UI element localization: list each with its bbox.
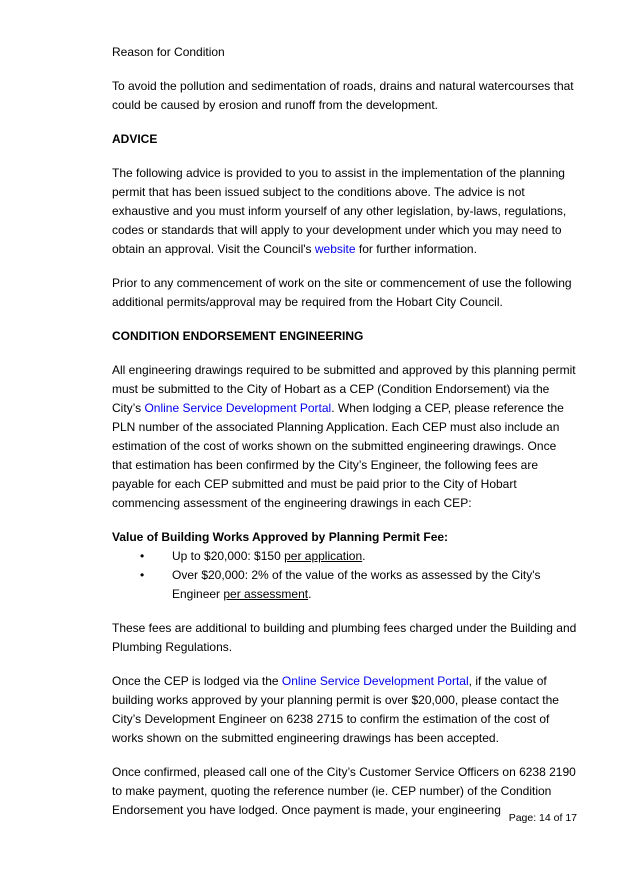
fee-bullet-1-before: Up to $20,000: $150 (172, 549, 285, 563)
online-service-portal-link-2[interactable]: Online Service Development Portal (281, 674, 469, 688)
reason-for-condition-body: To avoid the pollution and sedimentation of roads, drains and natural watercourses that could be caused by erosion and runoff from the development. (112, 79, 574, 112)
advice-paragraph-1 (112, 164, 578, 259)
cep-lodged-paragraph (112, 672, 578, 748)
fee-bullet-2-after: . (308, 587, 312, 601)
document-content (112, 43, 578, 835)
condition-endorsement-heading: CONDITION ENDORSEMENT ENGINEERING (112, 329, 364, 343)
fees-additional-note: These fees are additional to building and plumbing fees charged under the Building and Plumbing Regulations. (112, 621, 577, 654)
cep-lodged-after: , if the value of building works approved by your planning permit is over $20,000, please contact the City’s Development Engineer on 6238 2715 to confirm the estimation of the cost of works shown on the submitted engineering drawings has been accepted. (112, 674, 559, 745)
fee-schedule-heading: Value of Building Works Approved by Planning Permit Fee: (112, 530, 449, 544)
bullet-icon (140, 566, 172, 604)
fee-bullet-list (112, 547, 578, 604)
advice-paragraph-1-after: for further information. (355, 242, 477, 256)
reason-for-condition-label: Reason for Condition (112, 45, 225, 59)
cep-intro-after: . When lodging a CEP, please reference the PLN number of the associated Planning Application. Each CEP must also include an estimation of the cost of works shown on the submitted engineering drawings. Once that estimation has been confirmed by the City’s Engineer, the following fees are payable for each CEP submitted and must be paid prior to the City of Hobart commencing assessment of the engineering drawings in each CEP: (112, 401, 564, 510)
fee-bullet-1 (172, 547, 578, 566)
list-item (112, 566, 578, 604)
fee-bullet-2-before: Over $20,000: 2% of the value of the works as assessed by the City's Engineer (172, 568, 541, 601)
advice-paragraph-2: Prior to any commencement of work on the site or commencement of use the following additional permits/approval may be required from the Hobart City Council. (112, 276, 572, 309)
page-number: Page: 14 of 17 (508, 812, 577, 824)
cep-lodged-before: Once the CEP is lodged via the (112, 674, 282, 688)
list-item (112, 547, 578, 566)
payment-confirmed-paragraph: Once confirmed, pleased call one of the City’s Customer Service Officers on 6238 2190 to make payment, quoting the reference number (ie. CEP number) of the Condition Endorsement you have lodged. Once payment is made, your engineering (112, 765, 576, 817)
advice-heading: ADVICE (112, 132, 158, 146)
fee-bullet-2-underlined: per assessment (223, 587, 309, 601)
fee-bullet-1-after: . (362, 549, 366, 563)
website-link[interactable]: website (314, 242, 356, 256)
fee-bullet-2 (172, 566, 578, 604)
fee-bullet-1-underlined: per application (284, 549, 363, 563)
online-service-portal-link[interactable]: Online Service Development Portal (144, 401, 332, 415)
advice-paragraph-1-before: The following advice is provided to you to assist in the implementation of the planning permit that has been issued subject to the conditions above. The advice is not exhaustive and you must inform yourself of any other legislation, by-laws, regulations, codes or standards that will apply to your development under which you may need to obtain an approval. Visit the Council's (112, 166, 567, 256)
cep-intro-paragraph (112, 361, 578, 513)
cep-intro-before: All engineering drawings required to be submitted and approved by this planning permit must be submitted to the City of Hobart as a CEP (Condition Endorsement) via the City’s (112, 363, 576, 415)
bullet-icon (140, 547, 172, 566)
